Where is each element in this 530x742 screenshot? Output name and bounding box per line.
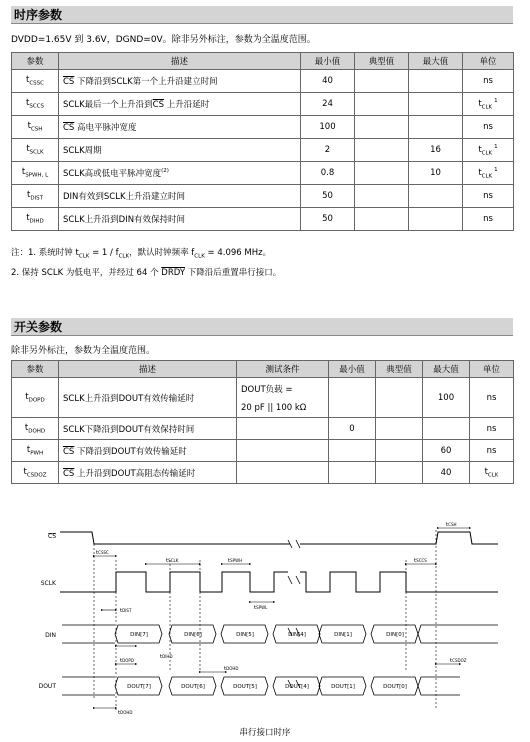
param-max (409, 93, 463, 116)
param-max: 60 (423, 440, 470, 462)
param-description: $\overline{CS}$ 上升沿到DOUT高阻态传输延时 (59, 462, 237, 484)
param-description: SCLK下降沿到DOUT有效保持时间 (59, 418, 237, 440)
param-symbol: $t_{DIHD}$ (12, 208, 59, 231)
param-typ (376, 418, 423, 440)
param-unit: $t_{CLK}$ (470, 462, 514, 484)
header-typ: 典型值 (355, 53, 409, 70)
timing-arrows (94, 528, 470, 708)
dout-bit-label: DOUT[6] (181, 684, 205, 690)
switching-row-csdoz (12, 462, 514, 484)
timing-table (11, 52, 514, 231)
dout-idle (62, 677, 115, 695)
break-mark (288, 540, 300, 688)
param-unit: ns (470, 418, 514, 440)
dout-idle (418, 677, 460, 695)
param-typ (355, 93, 409, 116)
din-bit-label: DIN[0] (386, 632, 404, 638)
din-signal-label: DIN (45, 632, 56, 639)
svg-text:tDIST: tDIST (120, 608, 132, 614)
param-symbol: $t_{SPWH, L}$ (12, 162, 59, 185)
switching-row-dopd (12, 378, 514, 418)
dout-bit-label: DOUT[1] (331, 684, 355, 690)
din-bit-label: DIN[1] (334, 632, 352, 638)
param-unit: ns (463, 70, 514, 93)
param-min: 24 (301, 93, 355, 116)
param-typ (355, 208, 409, 231)
param-description: SCLK高或低电平脉冲宽度$^{(2)}$ (59, 162, 301, 185)
diagram-caption: 串行接口时序 (239, 728, 291, 738)
din-idle (418, 625, 498, 643)
param-unit: $t_{CLK}^1$ (463, 162, 514, 185)
param-min: 0 (329, 418, 376, 440)
param-symbol: $t_{CSH}$ (12, 116, 59, 139)
switching-row-dohd (12, 418, 514, 440)
svg-text:tDOHD: tDOHD (224, 666, 239, 672)
dout-signal-label: DOUT (38, 683, 56, 690)
header-min: 最小值 (329, 361, 376, 378)
param-unit: ns (463, 208, 514, 231)
svg-text:tSPWL: tSPWL (254, 605, 268, 611)
param-description: DIN有效到SCLK上升沿建立时间 (59, 185, 301, 208)
header-desc: 描述 (59, 53, 301, 70)
param-symbol: $t_{CSSC}$ (12, 70, 59, 93)
param-unit: $t_{CLK}^1$ (463, 139, 514, 162)
param-min: 50 (301, 185, 355, 208)
param-min: 100 (301, 116, 355, 139)
svg-text:tCSSC: tCSSC (96, 550, 109, 556)
header-param: 参数 (12, 361, 59, 378)
timing-row-dist (12, 185, 514, 208)
param-description: $\overline{CS}$ 高电平脉冲宽度 (59, 116, 301, 139)
param-min (329, 440, 376, 462)
dout-bit-label: DOUT[4] (285, 684, 309, 690)
param-max (409, 185, 463, 208)
timing-row-csh (12, 116, 514, 139)
param-typ (355, 162, 409, 185)
header-cond: 测试条件 (237, 361, 329, 378)
dout-bit-label: DOUT[0] (383, 684, 407, 690)
param-min: 40 (301, 70, 355, 93)
param-unit: ns (463, 185, 514, 208)
param-description: $\overline{CS}$ 下降沿到SCLK第一个上升沿建立时间 (59, 70, 301, 93)
param-description: $\overline{CS}$ 下降沿到DOUT有效传输延时 (59, 440, 237, 462)
din-bit-label: DIN[7] (130, 632, 148, 638)
header-max: 最大值 (409, 53, 463, 70)
timing-note-2: 2. 保持 SCLK 为低电平，并经过 64 个 DRDY 下降沿后重置串行接口。 (11, 268, 282, 278)
param-typ (355, 139, 409, 162)
din-bit-label: DIN[6] (184, 632, 202, 638)
param-symbol: $t_{DOPD}$ (12, 378, 59, 418)
timing-row-sclk (12, 139, 514, 162)
param-typ (376, 378, 423, 418)
switching-table (11, 360, 514, 484)
din-bit-label: DIN[4] (288, 632, 306, 638)
switching-row-pwh (12, 440, 514, 462)
sclk-signal-label: SCLK (40, 580, 56, 587)
dout-bus (62, 677, 460, 695)
param-typ (376, 462, 423, 484)
timing-row-spwhl (12, 162, 514, 185)
param-typ (355, 70, 409, 93)
timing-row-dihd (12, 208, 514, 231)
dout-bit-label: DOUT[7] (127, 684, 151, 690)
param-min: 0.8 (301, 162, 355, 185)
header-desc: 描述 (59, 361, 237, 378)
param-description: SCLK最后一个上升沿到$\overline{CS}$ 上升沿延时 (59, 93, 301, 116)
din-bus (62, 625, 498, 643)
sclk-waveform (60, 572, 498, 592)
timing-intro: DVDD=1.65V 到 3.6V，DGND=0V。除非另外标注，参数为全温度范围。 (11, 35, 316, 45)
header-unit: 单位 (463, 53, 514, 70)
param-symbol: $t_{PWH}$ (12, 440, 59, 462)
header-max: 最大值 (423, 361, 470, 378)
param-condition (237, 462, 329, 484)
switching-intro: 除非另外标注，参数为全温度范围。 (11, 346, 156, 356)
timing-header-row (12, 53, 514, 70)
param-symbol: $t_{SCLK}$ (12, 139, 59, 162)
svg-text:tDIHD: tDIHD (160, 654, 173, 660)
param-max (423, 418, 470, 440)
param-max: 100 (423, 378, 470, 418)
param-max: 16 (409, 139, 463, 162)
param-description: SCLK周期 (59, 139, 301, 162)
param-unit: ns (463, 116, 514, 139)
timing-diagram (30, 520, 510, 720)
header-unit: 单位 (470, 361, 514, 378)
dout-bit-label: DOUT[5] (233, 684, 257, 690)
param-min (329, 462, 376, 484)
svg-text:tSPWH: tSPWH (228, 558, 243, 564)
param-symbol: $t_{DOHD}$ (12, 418, 59, 440)
svg-text:tCSH: tCSH (446, 522, 457, 528)
param-unit: ns (470, 440, 514, 462)
param-max (409, 70, 463, 93)
cs-signal-label: CS (48, 533, 56, 540)
svg-text:tDOPD: tDOPD (120, 658, 134, 664)
param-description: SCLK上升沿到DOUT有效传输延时 (59, 378, 237, 418)
param-max: 40 (423, 462, 470, 484)
svg-text:tCSDOZ: tCSDOZ (450, 658, 467, 664)
header-min: 最小值 (301, 53, 355, 70)
param-unit: $t_{CLK}^1$ (463, 93, 514, 116)
param-min: 2 (301, 139, 355, 162)
timing-labels (96, 522, 467, 716)
param-description: SCLK上升沿到DIN有效保持时间 (59, 208, 301, 231)
timing-note-1: 注：1. 系统时钟 $t_{CLK} = 1 / f_{CLK}$，默认时钟频率 $f_{CLK} = 4.096$ MHz。 (11, 248, 272, 260)
param-max (409, 208, 463, 231)
switching-header-row (12, 361, 514, 378)
param-condition (237, 440, 329, 462)
din-bit-label: DIN[5] (236, 632, 254, 638)
param-min: 50 (301, 208, 355, 231)
svg-text:tDOHD: tDOHD (118, 710, 133, 716)
timing-section-title: 时序参数 (11, 6, 513, 24)
param-min (329, 378, 376, 418)
param-symbol: $t_{DIST}$ (12, 185, 59, 208)
timing-row-sccs (12, 93, 514, 116)
param-typ (355, 185, 409, 208)
param-symbol: $t_{SCCS}$ (12, 93, 59, 116)
svg-text:tSCLK: tSCLK (166, 558, 179, 564)
param-symbol: $t_{CSDOZ}$ (12, 462, 59, 484)
param-max: 10 (409, 162, 463, 185)
param-condition: DOUT负载 = 20 pF || 100 kΩ (237, 378, 329, 418)
reference-lines (94, 530, 436, 710)
svg-text:tSCCS: tSCCS (414, 558, 427, 564)
din-idle (62, 625, 115, 643)
param-unit: ns (470, 378, 514, 418)
param-condition (237, 418, 329, 440)
param-typ (376, 440, 423, 462)
param-typ (355, 116, 409, 139)
header-typ: 典型值 (376, 361, 423, 378)
switching-section-title: 开关参数 (11, 318, 513, 336)
header-param: 参数 (12, 53, 59, 70)
param-max (409, 116, 463, 139)
timing-row-cssc (12, 70, 514, 93)
cs-waveform (60, 532, 498, 544)
